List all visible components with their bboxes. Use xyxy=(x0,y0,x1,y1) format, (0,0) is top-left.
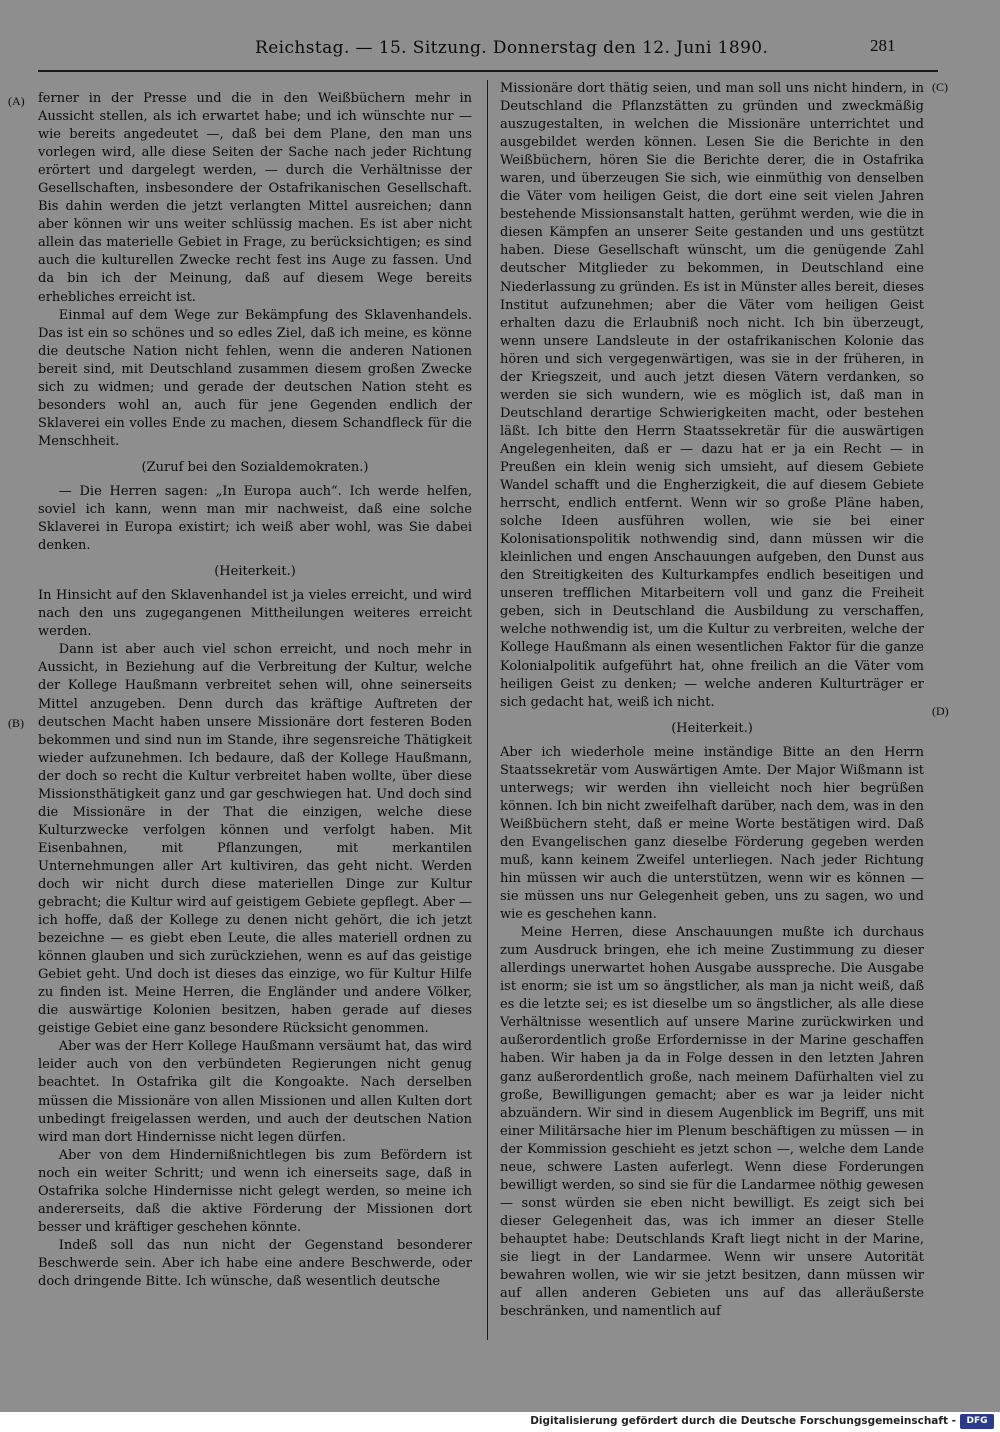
paragraph: Meine Herren, diese Anschauungen mußte ich durchaus zum Ausdruck bringen, ehe ich meine Zustimmung zu dieser allerdings unerwartet hohen Ausgabe ausspreche. Die Ausgabe ist enorm; sie ist um so ängstlicher, als man ja nicht weiß, daß es die letzte sei; es ist dieselbe um so ängstlicher, als alle diese Verhältnisse wesentlich auf unsere Marine zurückwirken und außerordentlich große Erfordernisse in der Marine geschaffen haben. Wir haben ja da in Folge dessen in den letzten Jahren ganz außerordentlich große, nach meinem Dafürhalten viel zu große, Bewilligungen gemacht; aber es war ja leider nicht abzuändern. Wir sind in diesem Augenblick im Begriff, uns mit einer Militärsache hier im Plenum beschäftigen zu müssen — in der Kommission geschieht es jetzt schon —, welche dem Lande neue, schwere Lasten auferlegt. Wenn diese Forderungen bewilligt werden, so sind sie für die Landarmee nöthig gewesen — sonst würden sie eben nicht bewilligt. Es zeigt sich bei dieser Gelegenheit das, was ich immer an dieser Stelle behauptet habe: Deutschlands Kraft liegt nicht in der Marine, sie liegt in der Landarmee. Wenn wir unsere Autorität bewahren wollen, wie wir sie jetzt besitzen, dann müssen wir auf allen anderen Gebieten uns auf das alleräußerste beschränken, und namentlich auf xyxy=(500,925,924,1320)
column-rule xyxy=(487,80,488,1340)
paragraph: Einmal auf dem Wege zur Bekämpfung des Sklavenhandels. Das ist ein so schönes und so edles Ziel, daß ich meine, es könne die deutsche Nation nicht fehlen, wenn die anderen Nationen bereit sind, mit Deutschland zusammen diesem großen Zwecke sich zu widmen; und gerade der deutschen Nation steht es besonders wohl an, auch für jene Gegenden endlich der Sklaverei ein volles Ende zu machen, diesem Schandfleck für die Menschheit. xyxy=(38,307,472,449)
right-column xyxy=(500,80,924,1330)
paragraph: Aber von dem Hindernißnichtlegen bis zum Befördern ist noch ein weiter Schritt; und wenn ich einerseits sage, daß in Ostafrika solche Hindernisse nicht gelegt werden, so meine ich andererseits, daß die aktive Förderung der Missionen dort besser und kräftiger geschehen könnte. xyxy=(38,1147,472,1235)
paragraph: Aber ich wiederhole meine inständige Bitte an den Herrn Staatssekretär vom Auswärtigen Amte. Der Major Wißmann ist unterwegs; wir werden ihn vielleicht noch hier begrüßen können. Ich bin nicht zweifelhaft darüber, nach dem, was in den Weißbüchern steht, daß er meine Worte bestätigen wird. Daß den Evangelischen ganz dieselbe Förderung gegeben werden muß, kann keinem Zweifel unterliegen. Nach jeder Richtung hin müssen wir auch die unterstützen, wenn wir es können — sie müssen uns nur Gelegenheit geben, uns zu sagen, wo und wie es geschehen kann. xyxy=(500,744,924,923)
margin-mark-a: (A) xyxy=(8,94,25,108)
interjection: (Heiterkeit.) xyxy=(671,720,753,736)
paragraph: Aber was der Herr Kollege Haußmann versäumt hat, das wird leider auch von den verbündeten Regierungen nicht genug beachtet. In Ostafrika gilt die Kongoakte. Nach derselben müssen die Missionäre von allen Missionen und allen Kulten dort unbedingt freigelassen werden, und auch der deutschen Nation wird man dort Hindernisse nicht legen dürfen. xyxy=(38,1039,472,1145)
digitization-footer xyxy=(0,1412,1000,1432)
paragraph: Dann ist aber auch viel schon erreicht, und noch mehr in Aussicht, in Beziehung auf die Verbreitung der Kultur, welche der Kollege Haußmann verbreitet sehen will, ohne seinerseits Mittel anzugeben. Denn durch das kräftige Auftreten der deutschen Macht haben unsere Missionäre dort festeren Boden bekommen und sind nun im Stande, ihre segensreiche Thätigkeit wieder aufzunehmen. Ich bedaure, daß der Kollege Haußmann, der doch so recht die Kultur verbreitet haben wollte, über diese Missionsthätigkeit ganz und gar geschwiegen hat. Und doch sind die Missionäre in der That die einzigen, welche diese Kulturzwecke verfolgen können und verfolgt haben. Mit Eisenbahnen, mit Pflanzungen, mit merkantilen Unternehmungen aller Art kultiviren, das geht nicht. Werden doch wir nicht durch diese materiellen Dinge zur Kultur gebracht; die Kultur wird auf geistigem Gebiete gepflegt. Aber — ich hoffe, daß der Kollege zu denen nicht gehört, die ich jetzt bezeichne — es giebt eben Leute, die alles materiell ordnen zu können glauben und sich zurückziehen, wenn es auf das geistige Gebiet geht. Und doch ist dieses das einzige, wo für Kultur Hilfe zu finden ist. Meine Herren, die Engländer und andere Völker, die auswärtige Kolonien besitzen, haben gerade auf dieses geistige Gebiet eine ganz besondere Rücksicht genommen. xyxy=(38,642,472,1037)
margin-mark-b: (B) xyxy=(8,716,24,730)
interjection: (Heiterkeit.) xyxy=(214,564,296,580)
paragraph: ferner in der Presse und die in den Weißbüchern mehr in Aussicht stellen, als ich erwartet habe; und ich wünschte nur — wie bereits angedeutet —, daß bei dem Plane, den man uns vorlegen wird, alle diese Seiten der Sache nach jeder Richtung erörtert und dargelegt werden, — durch die Verhältnisse der Gesellschaften, insbesondere der Ostafrikanischen Gesellschaft. Bis dahin werden die jetzt verlangten Mittel ausreichen; dann aber können wir uns weiter schlüssig machen. Es ist aber nicht allein das materielle Gebiet in Frage, zu berücksichtigen; es sind auch die kulturellen Zwecke recht fest ins Auge zu fassen. Und da bin ich der Meinung, daß auf diesem Wege bereits erhebliches erreicht ist. xyxy=(38,91,472,305)
dfg-logo: DFG xyxy=(960,1414,994,1429)
interjection: (Zuruf bei den Sozialdemokraten.) xyxy=(141,459,369,475)
page-header xyxy=(0,32,1000,72)
page-number: 281 xyxy=(870,36,896,55)
paragraph: — Die Herren sagen: „In Europa auch“. Ich werde helfen, soviel ich kann, wenn man mir nachweist, daß eine solche Sklaverei in Europa existirt; ich weiß aber wohl, was Sie dabei denken. xyxy=(38,483,472,554)
header-rule xyxy=(38,70,938,72)
funding-credit: Digitalisierung gefördert durch die Deutsche Forschungsgemeinschaft - xyxy=(530,1415,956,1427)
paragraph: In Hinsicht auf den Sklavenhandel ist ja vieles erreicht, und wird nach den uns zugegangenen Mittheilungen weiteres erreicht werden. xyxy=(38,588,472,640)
margin-mark-d: (D) xyxy=(932,704,949,718)
left-column xyxy=(38,90,472,1340)
paragraph: Indeß soll das nun nicht der Gegenstand besonderer Beschwerde sein. Aber ich habe eine andere Beschwerde, oder doch dringende Bitte. Ich wünsche, daß wesentlich deutsche xyxy=(38,1237,472,1289)
running-title: Reichstag. — 15. Sitzung. Donnerstag den 12. Juni 1890. xyxy=(255,38,769,58)
margin-mark-c: (C) xyxy=(932,80,948,94)
paragraph: Missionäre dort thätig seien, und man soll uns nicht hindern, in Deutschland die Pflanzstätten zu gründen und zweckmäßig auszugestalten, in welchen die Missionäre unterrichtet und ausgebildet werden können. Lesen Sie die Berichte in den Weißbüchern, hören Sie die Berichte derer, die in Ostafrika waren, und überzeugen Sie sich, wie einmüthig von denselben die Väter vom heiligen Geist, die dort eine seit vielen Jahren bestehende Missionsanstalt hatten, gerühmt werden, wie die in diesen Kämpfen an unserer Seite gestanden und uns gestützt haben. Diese Gesellschaft wünscht, um die genügende Zahl deutscher Mitglieder zu bekommen, in Deutschland eine Niederlassung zu gründen. Es ist in Münster alles bereit, dieses Institut aufzunehmen; aber die Väter vom heiligen Geist erhalten dazu die Erlaubniß noch nicht. Ich bin überzeugt, wenn unsere Landsleute in der ostafrikanischen Kolonie das hören und sich vergegenwärtigen, was sie in der früheren, in der Kriegszeit, und auch jetzt diesen Vätern verdanken, so werden sie sich wundern, wie es möglich ist, daß man in Deutschland derartige Schwierigkeiten macht, oder bestehen läßt. Ich bitte den Herrn Staatssekretär für die auswärtigen Angelegenheiten, daß er — dazu hat er ja ein Recht — in Preußen ein klein wenig sich umsieht, auf diesem Gebiete Wandel schafft und die Engherzigkeit, die auf diesem Gebiete herrscht, endlich entfernt. Wenn wir so große Pläne haben, solche Ideen ausführen wollen, wie sie bei einer Kolonisationspolitik nothwendig sind, dann müssen wir die kleinlichen und engen Anschauungen aufgeben, den Dunst aus den Streitigkeiten des Kulturkampfes endlich beseitigen und unseren trefflichen Mitarbeitern voll und ganz die Freiheit geben, sich in Deutschland die Ausbildung zu verschaffen, welche nothwendig ist, um die Kultur zu verbreiten, welche der Kollege Haußmann als einen wesentlichen Faktor für die ganze Kolonialpolitik aufgeführt hat, ohne freilich an die Väter vom heiligen Geist zu denken; — welche anderen Kulturträger er sich gedacht hat, weiß ich nicht. xyxy=(500,81,924,710)
